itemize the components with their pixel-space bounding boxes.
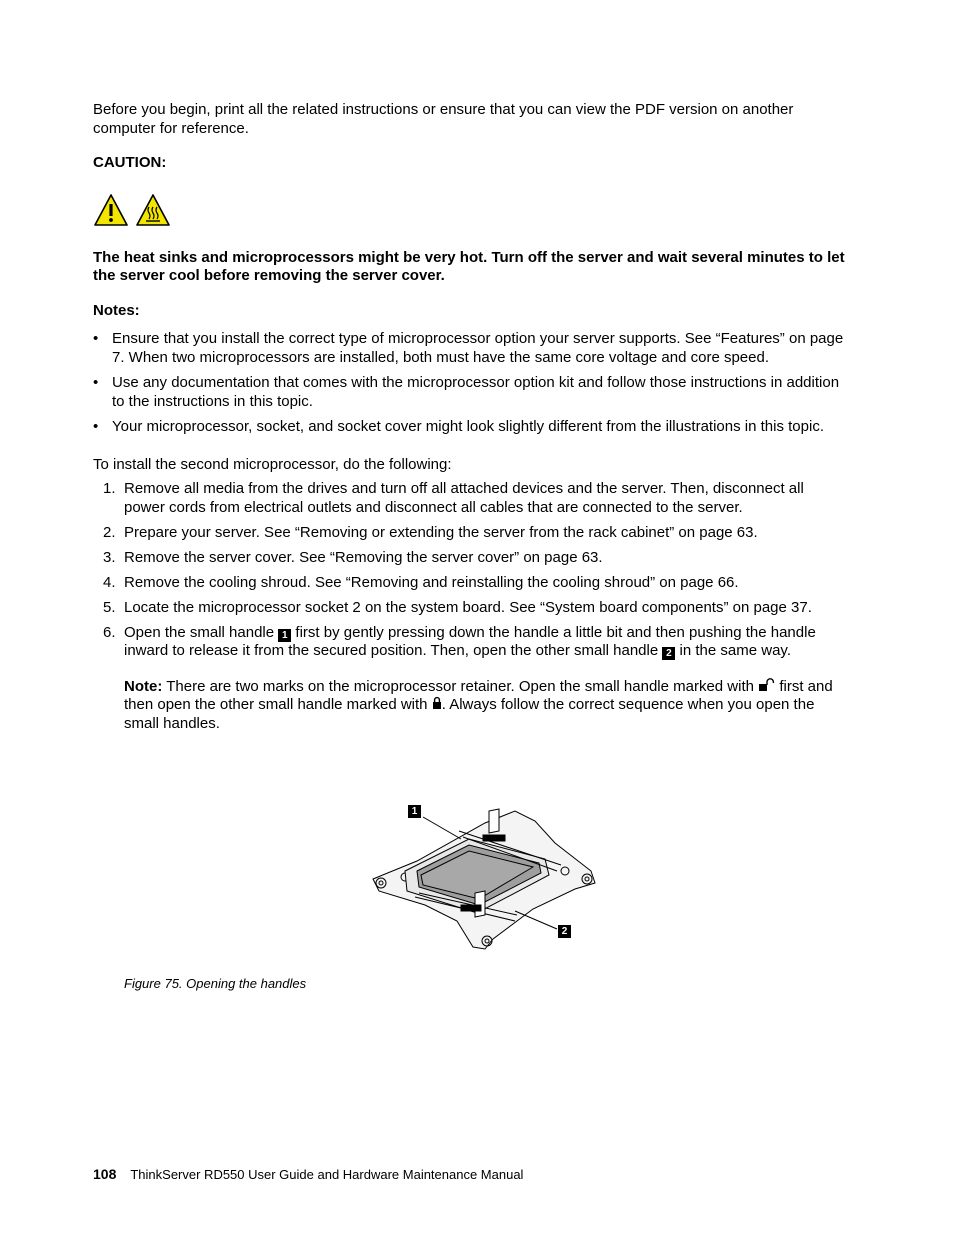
caution-label: CAUTION: — [93, 154, 167, 171]
page-number: 108 — [93, 1166, 117, 1182]
bullet: • — [93, 418, 99, 435]
notes-label: Notes: — [93, 301, 140, 319]
intro-paragraph: Before you begin, print all the related instructions or ensure that you can view the PDF version on another computer for reference. — [93, 101, 794, 137]
general-warning-icon — [93, 193, 129, 227]
heat-warning-text: The heat sinks and microprocessors might be very hot. Turn off the server and wait several minutes to let the server cool before removing the server cover. — [93, 248, 845, 284]
bullet: • — [93, 374, 99, 391]
step-item: 2. Prepare your server. See “Removing or extending the server from the rack cabinet” on page 63. — [103, 523, 758, 541]
figure-callout-2: 2 — [558, 925, 571, 938]
figure-callout-1: 1 — [408, 805, 421, 818]
page-body — [93, 101, 848, 733]
warning-icons — [93, 193, 848, 229]
callout-1: 1 — [278, 629, 291, 642]
callout-2: 2 — [662, 647, 675, 660]
hot-surface-icon — [135, 193, 171, 227]
note-item: • Your microprocessor, socket, and socket cover might look slightly different from the illustrations in this topic. — [93, 418, 824, 435]
note-item: • Ensure that you install the correct type of microprocessor option your server supports. See “Features” on page 7. When two microprocessors are installed, both must have the same core voltage and core speed. — [93, 330, 844, 366]
steps-intro: To install the second microprocessor, do the following: — [93, 455, 452, 473]
unlock-icon — [758, 678, 775, 692]
figure-opening-handles — [365, 801, 605, 953]
note-block: Note: There are two marks on the microprocessor retainer. Open the small handle marked with first and then open the other small handle marked with . Always follow the correct sequence when you open the small handles. — [124, 677, 833, 732]
step-item: 3. Remove the server cover. See “Removing the server cover” on page 63. — [103, 548, 603, 566]
page-footer — [93, 1165, 523, 1185]
step-item-6: 6. Open the small handle 1 first by gently pressing down the handle a little bit and then pushing the handle inward to release it from the secured position. Then, open the other small handle 2 in the same way. — [103, 623, 816, 659]
step-item: 5. Locate the microprocessor socket 2 on the system board. See “System board components” on page 37. — [103, 598, 812, 616]
bullet: • — [93, 330, 99, 347]
notes-list — [93, 330, 848, 437]
lock-icon — [432, 696, 442, 710]
steps-list — [93, 480, 848, 661]
figure-caption: Figure 75. Opening the handles — [124, 976, 307, 991]
note-label: Note: — [124, 677, 163, 695]
note-item: • Use any documentation that comes with the microprocessor option kit and follow those instructions in addition to the instructions in this topic. — [93, 374, 840, 410]
step-item: 1. Remove all media from the drives and turn off all attached devices and the server. Then, disconnect all power cords from electrical outlets and disconnect all cables that are connected to the server. — [103, 480, 804, 516]
step-item: 4. Remove the cooling shroud. See “Removing and reinstalling the cooling shroud” on page 66. — [103, 573, 739, 591]
document-title: ThinkServer RD550 User Guide and Hardware Maintenance Manual — [130, 1167, 524, 1182]
